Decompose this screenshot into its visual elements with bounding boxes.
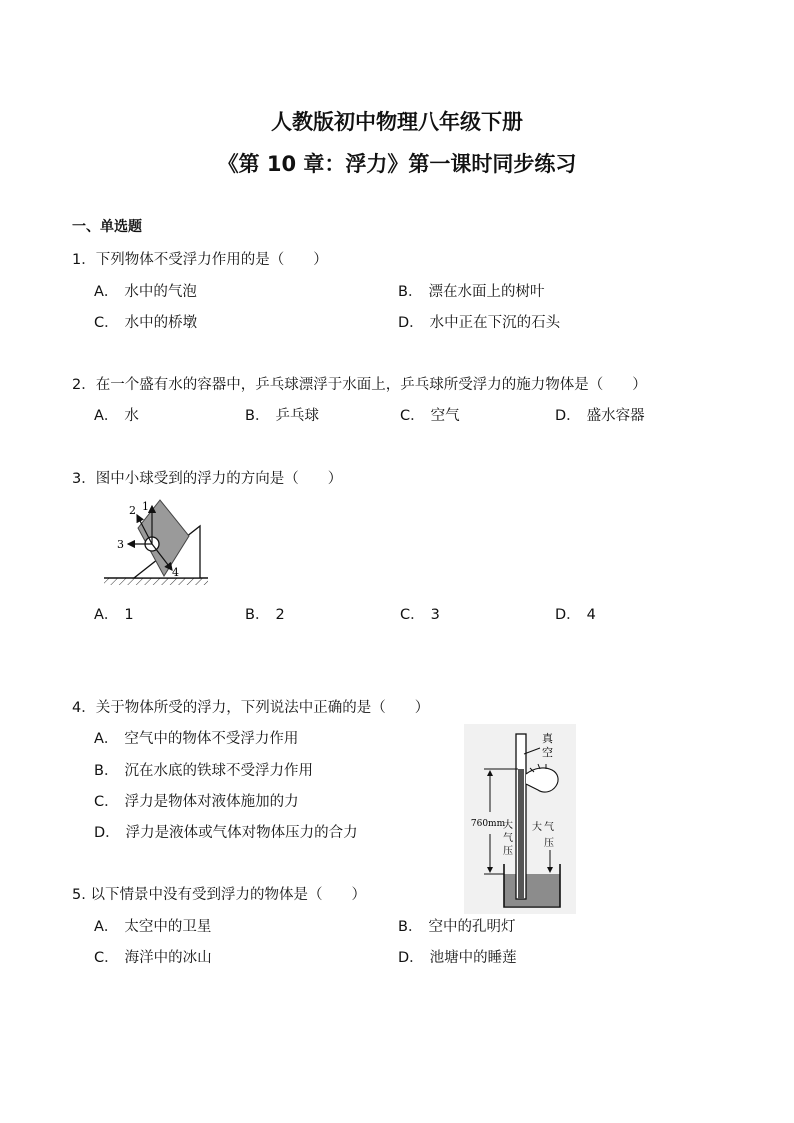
option-text: 水中的气泡 [124, 284, 197, 300]
section-heading: 一、单选题 [72, 219, 142, 235]
question-4-stem: 4．关于物体所受的浮力，下列说法中正确的是（ ） [72, 700, 430, 716]
option-text: 3 [430, 607, 440, 623]
option-text: 水中正在下沉的石头 [429, 315, 561, 331]
option-label: A． [94, 731, 119, 747]
option-text: 浮力是液体或气体对物体压力的合力 [125, 825, 358, 841]
incline-ball-figure [104, 498, 214, 588]
question-3-stem: 3．图中小球受到的浮力的方向是（ ） [72, 471, 343, 487]
option-label: A． [94, 607, 119, 623]
label-2: 2 [129, 504, 136, 517]
q4-option-a [94, 727, 298, 748]
option-text: 浮力是物体对液体施加的力 [124, 794, 299, 810]
option-label: C． [94, 315, 119, 331]
option-text: 太空中的卫星 [124, 919, 212, 935]
question-5-stem: 5. 以下情景中没有受到浮力的物体是（ ） [72, 887, 366, 903]
q1-option-c [94, 311, 197, 332]
q5-option-c [94, 946, 212, 967]
outer-pressure-char-3: 压 [544, 838, 554, 849]
q4-option-b [94, 759, 313, 780]
q1-option-d [398, 311, 560, 332]
label-3: 3 [117, 538, 124, 551]
option-text: 漂在水面上的树叶 [428, 284, 545, 300]
q4-option-d [94, 821, 358, 842]
q3-option-b [245, 603, 285, 624]
option-label: B． [398, 919, 423, 935]
height-label: 760mm [470, 819, 506, 829]
page-subtitle: 《第 10 章：浮力》第一课时同步练习 [217, 152, 577, 176]
option-label: C． [400, 408, 425, 424]
option-text: 盛水容器 [586, 408, 645, 424]
option-text: 水中的桥墩 [124, 315, 198, 331]
option-label: D． [555, 607, 581, 623]
option-text: 2 [275, 607, 285, 623]
option-label: C． [94, 794, 119, 810]
inner-pressure-char-2: 气 [503, 833, 513, 844]
q2-option-d [555, 404, 645, 425]
option-label: B． [398, 284, 423, 300]
option-text: 水 [124, 408, 139, 424]
q5-option-b [398, 915, 515, 936]
option-text: 1 [124, 607, 134, 623]
option-label: D． [94, 825, 120, 841]
q1-option-b [398, 280, 544, 301]
option-label: C． [400, 607, 425, 623]
q3-option-d [555, 603, 596, 624]
q1-option-a [94, 280, 197, 301]
question-2-stem: 2．在一个盛有水的容器中，乒乓球漂浮于水面上，乒乓球所受浮力的施力物体是（ ） [72, 377, 647, 393]
q5-option-d [398, 946, 517, 967]
ground-hatch [104, 578, 208, 585]
torricelli-figure [464, 724, 576, 914]
option-label: A． [94, 919, 119, 935]
option-label: D． [398, 315, 424, 331]
option-text: 池塘中的睡莲 [429, 950, 517, 966]
outer-pressure-label: 大 [532, 822, 542, 833]
option-label: A． [94, 408, 119, 424]
q2-option-b [245, 404, 319, 425]
option-label: B． [245, 408, 270, 424]
option-text: 4 [586, 607, 596, 623]
q2-option-a [94, 404, 139, 425]
vacuum-label-2: 空 [542, 746, 553, 759]
vacuum-label-1: 真 [542, 732, 553, 745]
question-1-stem: 1．下列物体不受浮力作用的是（ ） [72, 252, 328, 268]
option-label: A． [94, 284, 119, 300]
option-label: C． [94, 950, 119, 966]
page-title: 人教版初中物理八年级下册 [271, 110, 523, 134]
mercury-column [518, 769, 524, 899]
label-4: 4 [172, 566, 179, 579]
q4-option-c [94, 790, 299, 811]
mercury-basin-fill [504, 874, 560, 906]
label-1: 1 [142, 500, 149, 513]
option-text: 海洋中的冰山 [124, 950, 212, 966]
q3-option-c [400, 603, 440, 624]
option-label: B． [245, 607, 270, 623]
option-label: D． [398, 950, 424, 966]
option-text: 空气中的物体不受浮力作用 [124, 731, 299, 747]
option-text: 乒乓球 [275, 408, 319, 424]
option-label: B． [94, 763, 119, 779]
outer-pressure-char-2: 气 [544, 822, 554, 833]
option-text: 沉在水底的铁球不受浮力作用 [124, 763, 313, 779]
q2-option-c [400, 404, 460, 425]
inner-pressure-char-3: 压 [503, 846, 513, 857]
option-text: 空气 [430, 408, 460, 424]
inner-pressure-char-1: 大 [503, 820, 513, 831]
option-label: D． [555, 408, 581, 424]
q5-option-a [94, 915, 211, 936]
option-text: 空中的孔明灯 [428, 919, 516, 935]
q3-option-a [94, 603, 134, 624]
